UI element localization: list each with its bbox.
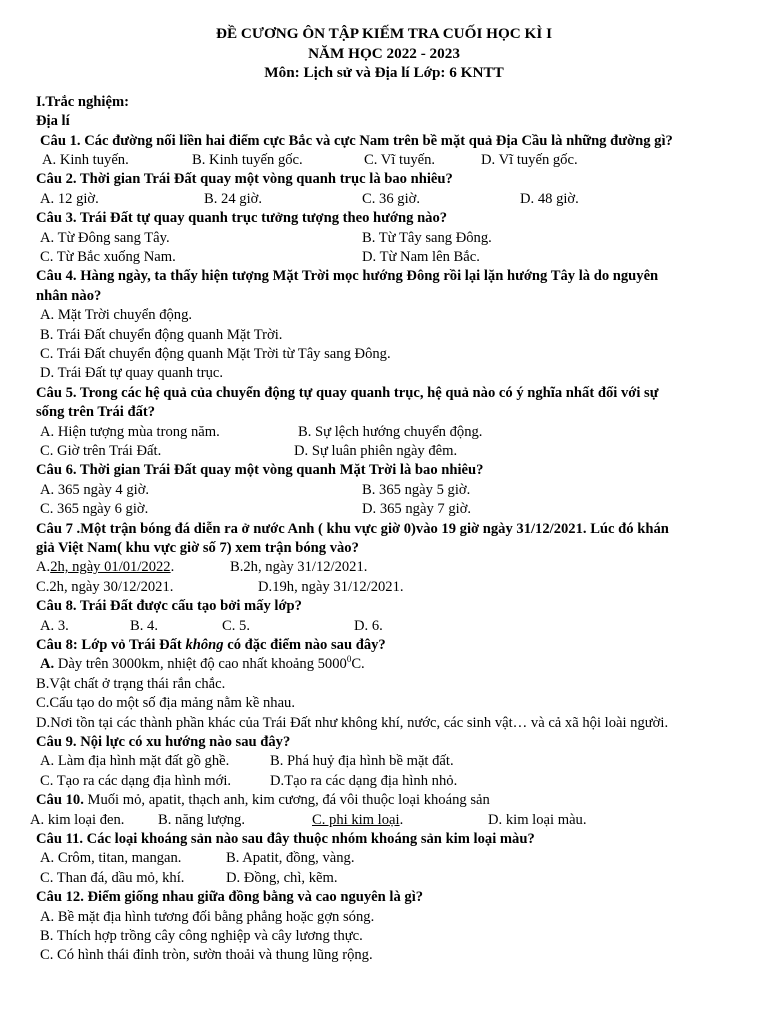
option-a: A. Kinh tuyến.	[42, 152, 129, 168]
question-1-options	[36, 151, 750, 170]
option-d: D. Trái Đất tự quay quanh trục.	[40, 365, 224, 382]
option-c: C. 365 ngày 6 giờ.	[40, 501, 149, 518]
option-c: C. Giờ trên Trái Đất.	[40, 443, 162, 460]
option-b: B. Sự lệch hướng chuyển động.	[298, 423, 483, 440]
option-c: C. 5.	[222, 617, 250, 634]
question-3: Câu 3. Trái Đất tự quay quanh trục tưởng tượng theo hướng nào?	[36, 210, 448, 227]
option-a: A. 12 giờ.	[40, 190, 99, 207]
question-2-options	[36, 190, 750, 209]
option-b: B. Trái Đất chuyển động quanh Mặt Trời.	[40, 326, 283, 343]
option-b: B. 365 ngày 5 giờ.	[362, 481, 471, 498]
question-8b: Câu 8: Lớp vỏ Trái Đất không có đặc điểm nào sau đây?	[36, 636, 386, 653]
option-c: C. 36 giờ.	[362, 190, 420, 207]
question-12: Câu 12. Điểm giống nhau giữa đồng bằng và cao nguyên là gì?	[36, 889, 424, 906]
option-a: A. Bề mặt địa hình tương đối bằng phẳng hoặc gợn sóng.	[40, 908, 375, 925]
option-c: C. Trái Đất chuyển động quanh Mặt Trời từ Tây sang Đông.	[40, 346, 391, 362]
question-5-options-row1	[36, 423, 750, 442]
option-d: D. Từ Nam lên Bắc.	[362, 248, 480, 265]
option-a: A. 365 ngày 4 giờ.	[40, 481, 150, 498]
question-10-options	[30, 811, 750, 830]
question-7: Câu 7 .Một trận bóng đá diễn ra ở nước Anh ( khu vực giờ 0)vào 19 giờ ngày 31/12/2021. Lúc đó khán	[36, 520, 669, 537]
question-7-options-row1	[36, 558, 750, 577]
option-b: B.Vật chất ở trạng thái rắn chắc.	[36, 675, 226, 692]
option-a: A. Làm địa hình mặt đất gồ ghề.	[40, 753, 230, 770]
document-body	[30, 93, 750, 966]
question-11: Câu 11. Các loại khoáng sản nào sau đây thuộc nhóm khoáng sản kim loại màu?	[36, 831, 535, 847]
option-d: D.Tạo ra các dạng địa hình nhỏ.	[270, 772, 458, 789]
option-d: D. 365 ngày 7 giờ.	[362, 501, 472, 518]
question-9-options-row1	[36, 752, 750, 771]
school-year: NĂM HỌC 2022 - 2023	[308, 44, 460, 62]
option-c: C.2h, ngày 30/12/2021.	[36, 578, 174, 595]
question-4: Câu 4. Hàng ngày, ta thấy hiện tượng Mặt Trời mọc hướng Đông rồi lại lặn hướng Tây là do nguyên	[36, 268, 659, 285]
question-6-options-row2	[36, 500, 750, 519]
question-2: Câu 2. Thời gian Trái Đất quay một vòng quanh trục là bao nhiêu?	[36, 171, 453, 188]
option-b: B. năng lượng.	[158, 811, 245, 828]
option-a: A. 3.	[40, 617, 69, 634]
option-b: B. Kinh tuyến gốc.	[192, 152, 303, 168]
section-heading: I.Trắc nghiệm:	[36, 93, 129, 110]
option-a: A.2h, ngày 01/01/2022.	[36, 559, 175, 576]
document-title: ĐỀ CƯƠNG ÔN TẬP KIẾM TRA CUỐI HỌC KÌ I	[216, 25, 552, 42]
document-header	[0, 24, 768, 83]
question-8a: Câu 8. Trái Đất được cấu tạo bởi mấy lớp?	[36, 598, 302, 615]
question-4-cont: nhân nào?	[36, 287, 102, 304]
question-3-options-row2	[36, 248, 750, 267]
question-6: Câu 6. Thời gian Trái Đất quay một vòng quanh Mặt Trời là bao nhiêu?	[36, 462, 484, 479]
option-c: C.Cấu tạo do một số địa mảng nằm kề nhau.	[36, 695, 295, 712]
option-c: C. Từ Bắc xuống Nam.	[40, 248, 176, 265]
option-b: B. 24 giờ.	[204, 190, 262, 207]
document-page	[0, 24, 768, 966]
option-d: D. Đồng, chì, kẽm.	[226, 869, 338, 886]
subject-line: Môn: Lịch sử và Địa lí Lớp: 6 KNTT	[264, 64, 504, 82]
question-11-options-row2	[36, 869, 750, 888]
option-b: B. 4.	[130, 617, 158, 634]
question-3-options-row1	[36, 229, 750, 248]
question-9-options-row2	[36, 772, 750, 791]
question-11-options-row1	[36, 849, 750, 868]
option-c: C. Tạo ra các dạng địa hình mới.	[40, 772, 232, 789]
option-d: D.Nơi tồn tại các thành phần khác của Trái Đất như không khí, nước, các sinh vật… và cả xã hội loài người.	[36, 714, 669, 731]
option-a: A. Từ Đông sang Tây.	[40, 229, 170, 246]
option-b: B. Từ Tây sang Đông.	[362, 229, 492, 246]
option-d: D. 6.	[354, 617, 383, 634]
option-a: A. Hiện tượng mùa trong năm.	[40, 423, 220, 440]
question-10: Câu 10. Muối mỏ, apatit, thạch anh, kim cương, đá vôi thuộc loại khoáng sản	[36, 792, 490, 809]
option-c: C. phi kim loại.	[312, 811, 404, 828]
option-d: D. kim loại màu.	[488, 811, 587, 828]
option-d: D.19h, ngày 31/12/2021.	[258, 578, 404, 595]
option-d: D. 48 giờ.	[520, 190, 579, 207]
question-6-options-row1	[36, 481, 750, 500]
option-b: B. Apatit, đồng, vàng.	[226, 850, 355, 867]
question-5-options-row2	[36, 442, 750, 461]
question-7-options-row2	[36, 578, 750, 597]
question-8a-options	[36, 617, 750, 636]
option-b: B. Thích hợp trồng cây công nghiệp và cây lương thực.	[40, 928, 363, 944]
question-5: Câu 5. Trong các hệ quả của chuyển động tự quay quanh trục, hệ quả nào có ý nghĩa nhất đối với sự	[36, 384, 659, 401]
option-a: A. Crôm, titan, mangan.	[40, 850, 182, 867]
question-7-cont: giả Việt Nam( khu vực giờ số 7) xem trận bóng vào?	[36, 540, 359, 556]
question-5-cont: sống trên Trái đất?	[36, 404, 156, 421]
option-c: C. Vĩ tuyến.	[364, 152, 436, 168]
option-b: B. Phá huỷ địa hình bề mặt đất.	[270, 753, 454, 770]
question-1: Câu 1. Các đường nối liền hai điểm cực Bắc và cực Nam trên bề mặt quả Địa Cầu là những đường gì?	[40, 132, 673, 149]
option-b: B.2h, ngày 31/12/2021.	[230, 559, 368, 576]
question-9: Câu 9. Nội lực có xu hướng nào sau đây?	[36, 734, 291, 751]
option-c: C. Có hình thái đỉnh tròn, sườn thoải và thung lũng rộng.	[40, 947, 373, 964]
subsection-heading: Địa lí	[36, 113, 70, 130]
option-d: D. Sự luân phiên ngày đêm.	[294, 443, 458, 460]
option-a: A. kim loại đen.	[30, 811, 125, 828]
option-a: A. Dày trên 3000km, nhiệt độ cao nhất khoảng 5000$^0$C.	[40, 654, 365, 673]
option-a: A. Mặt Trời chuyển động.	[40, 307, 193, 324]
option-d: D. Vĩ tuyến gốc.	[481, 152, 578, 168]
option-c: C. Than đá, dầu mỏ, khí.	[40, 869, 185, 886]
